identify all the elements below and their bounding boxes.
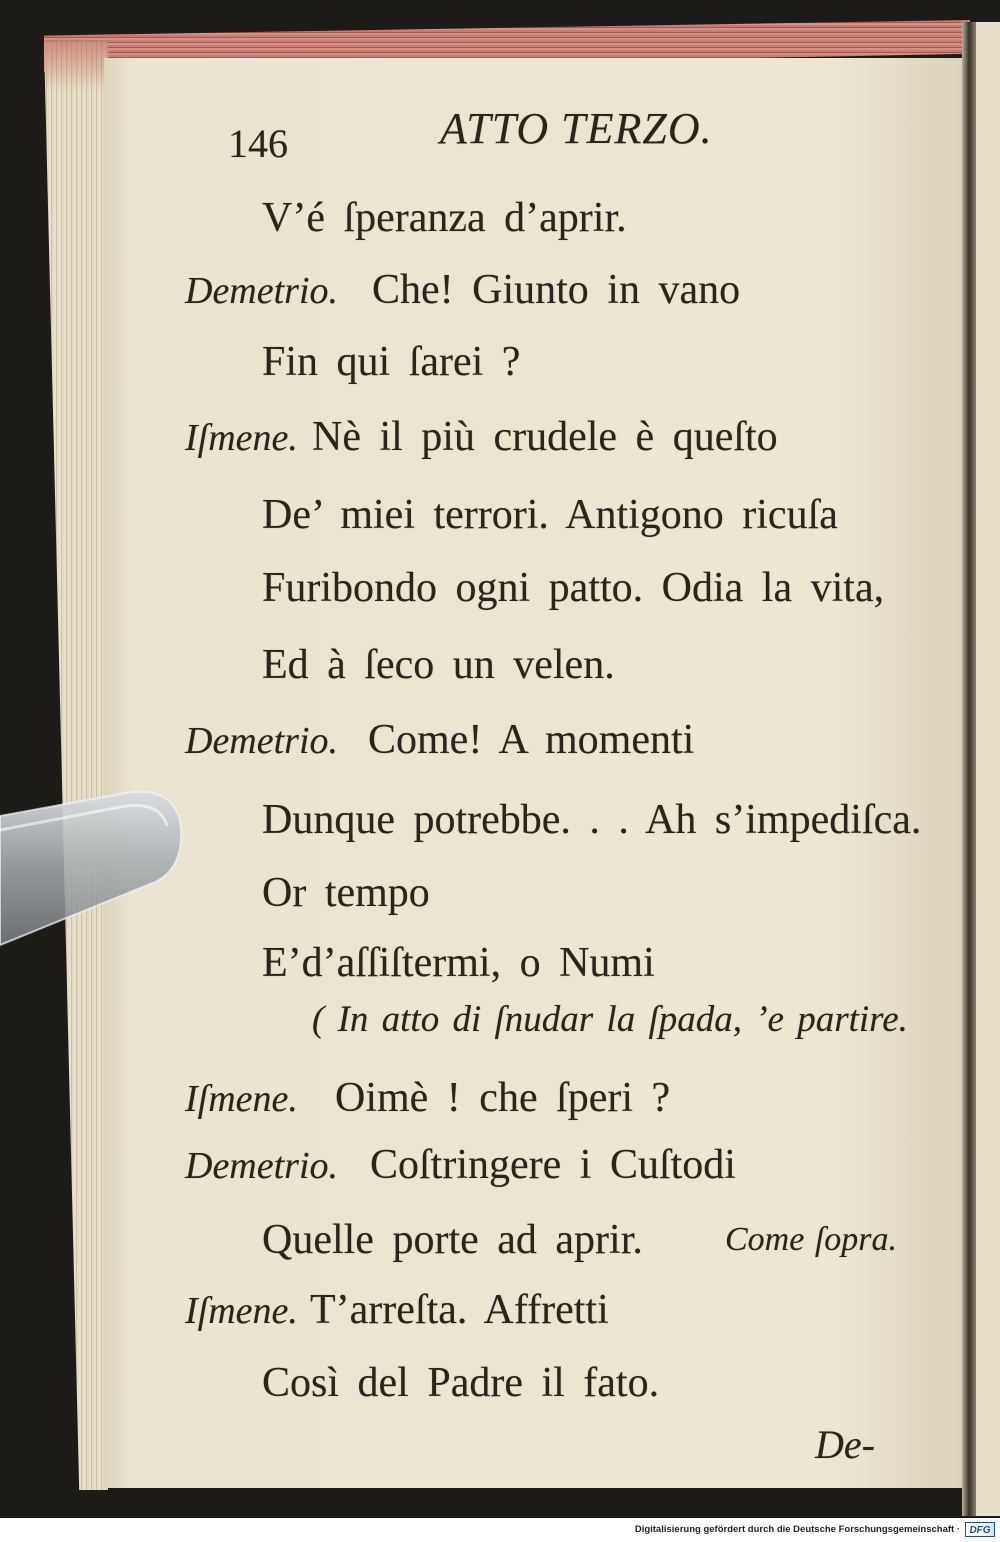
speaker-name: Iſmene.: [185, 1290, 298, 1332]
verse-line: Furibondo ogni patto. Odia la vita,: [262, 565, 885, 611]
verse-line: E’d’aſſiſtermi, o Numi: [262, 940, 655, 986]
verse-line: Ed à ſeco un velen.: [262, 642, 615, 688]
book-gutter: [962, 22, 976, 1516]
digitization-footer: [0, 1518, 1000, 1542]
page-number: 146: [228, 121, 288, 166]
facing-page-edge: [976, 22, 1000, 1516]
verse-line: De’ miei terrori. Antigono ricuſa: [262, 492, 838, 538]
catchword: De-: [815, 1422, 875, 1467]
speaker-name: Demetrio.: [185, 720, 339, 762]
running-title: ATTO TERZO.: [440, 104, 713, 153]
dfg-logo: DFG: [965, 1522, 995, 1537]
funding-credit: Digitalisierung gefördert durch die Deutsche Forschungsgemeinschaft ·: [634, 1524, 960, 1535]
verse-line: Oimè ! che ſperi ?: [335, 1075, 671, 1121]
stage-direction: Come ſopra.: [725, 1221, 897, 1258]
verse-line: Così del Padre il fato.: [262, 1360, 660, 1406]
verse-line: Che! Giunto in vano: [372, 267, 741, 313]
verse-line: Coſtringere i Cuſtodi: [370, 1142, 736, 1188]
verse-line: Dunque potrebbe. . . Ah s’impediſca.: [262, 797, 922, 843]
verse-line: Nè il più crudele è queſto: [312, 414, 778, 460]
verse-line: T’arreſta. Affretti: [310, 1287, 609, 1333]
speaker-name: Iſmene.: [185, 417, 298, 459]
speaker-name: Iſmene.: [185, 1078, 298, 1120]
verse-line: V’é ſperanza d’aprir.: [262, 195, 627, 241]
verse-line: Quelle porte ad aprir.: [262, 1217, 643, 1263]
speaker-name: Demetrio.: [185, 1145, 339, 1187]
glass-page-weight: [0, 780, 200, 960]
verse-line: Fin qui ſarei ?: [262, 339, 521, 385]
stage-direction: ( In atto di ſnudar la ſpada, ’e partire.: [312, 999, 908, 1040]
speaker-name: Demetrio.: [185, 270, 339, 312]
verse-line: Or tempo: [262, 870, 430, 916]
verse-line: Come! A momenti: [368, 717, 695, 763]
page-stack-edge: [44, 42, 108, 1490]
